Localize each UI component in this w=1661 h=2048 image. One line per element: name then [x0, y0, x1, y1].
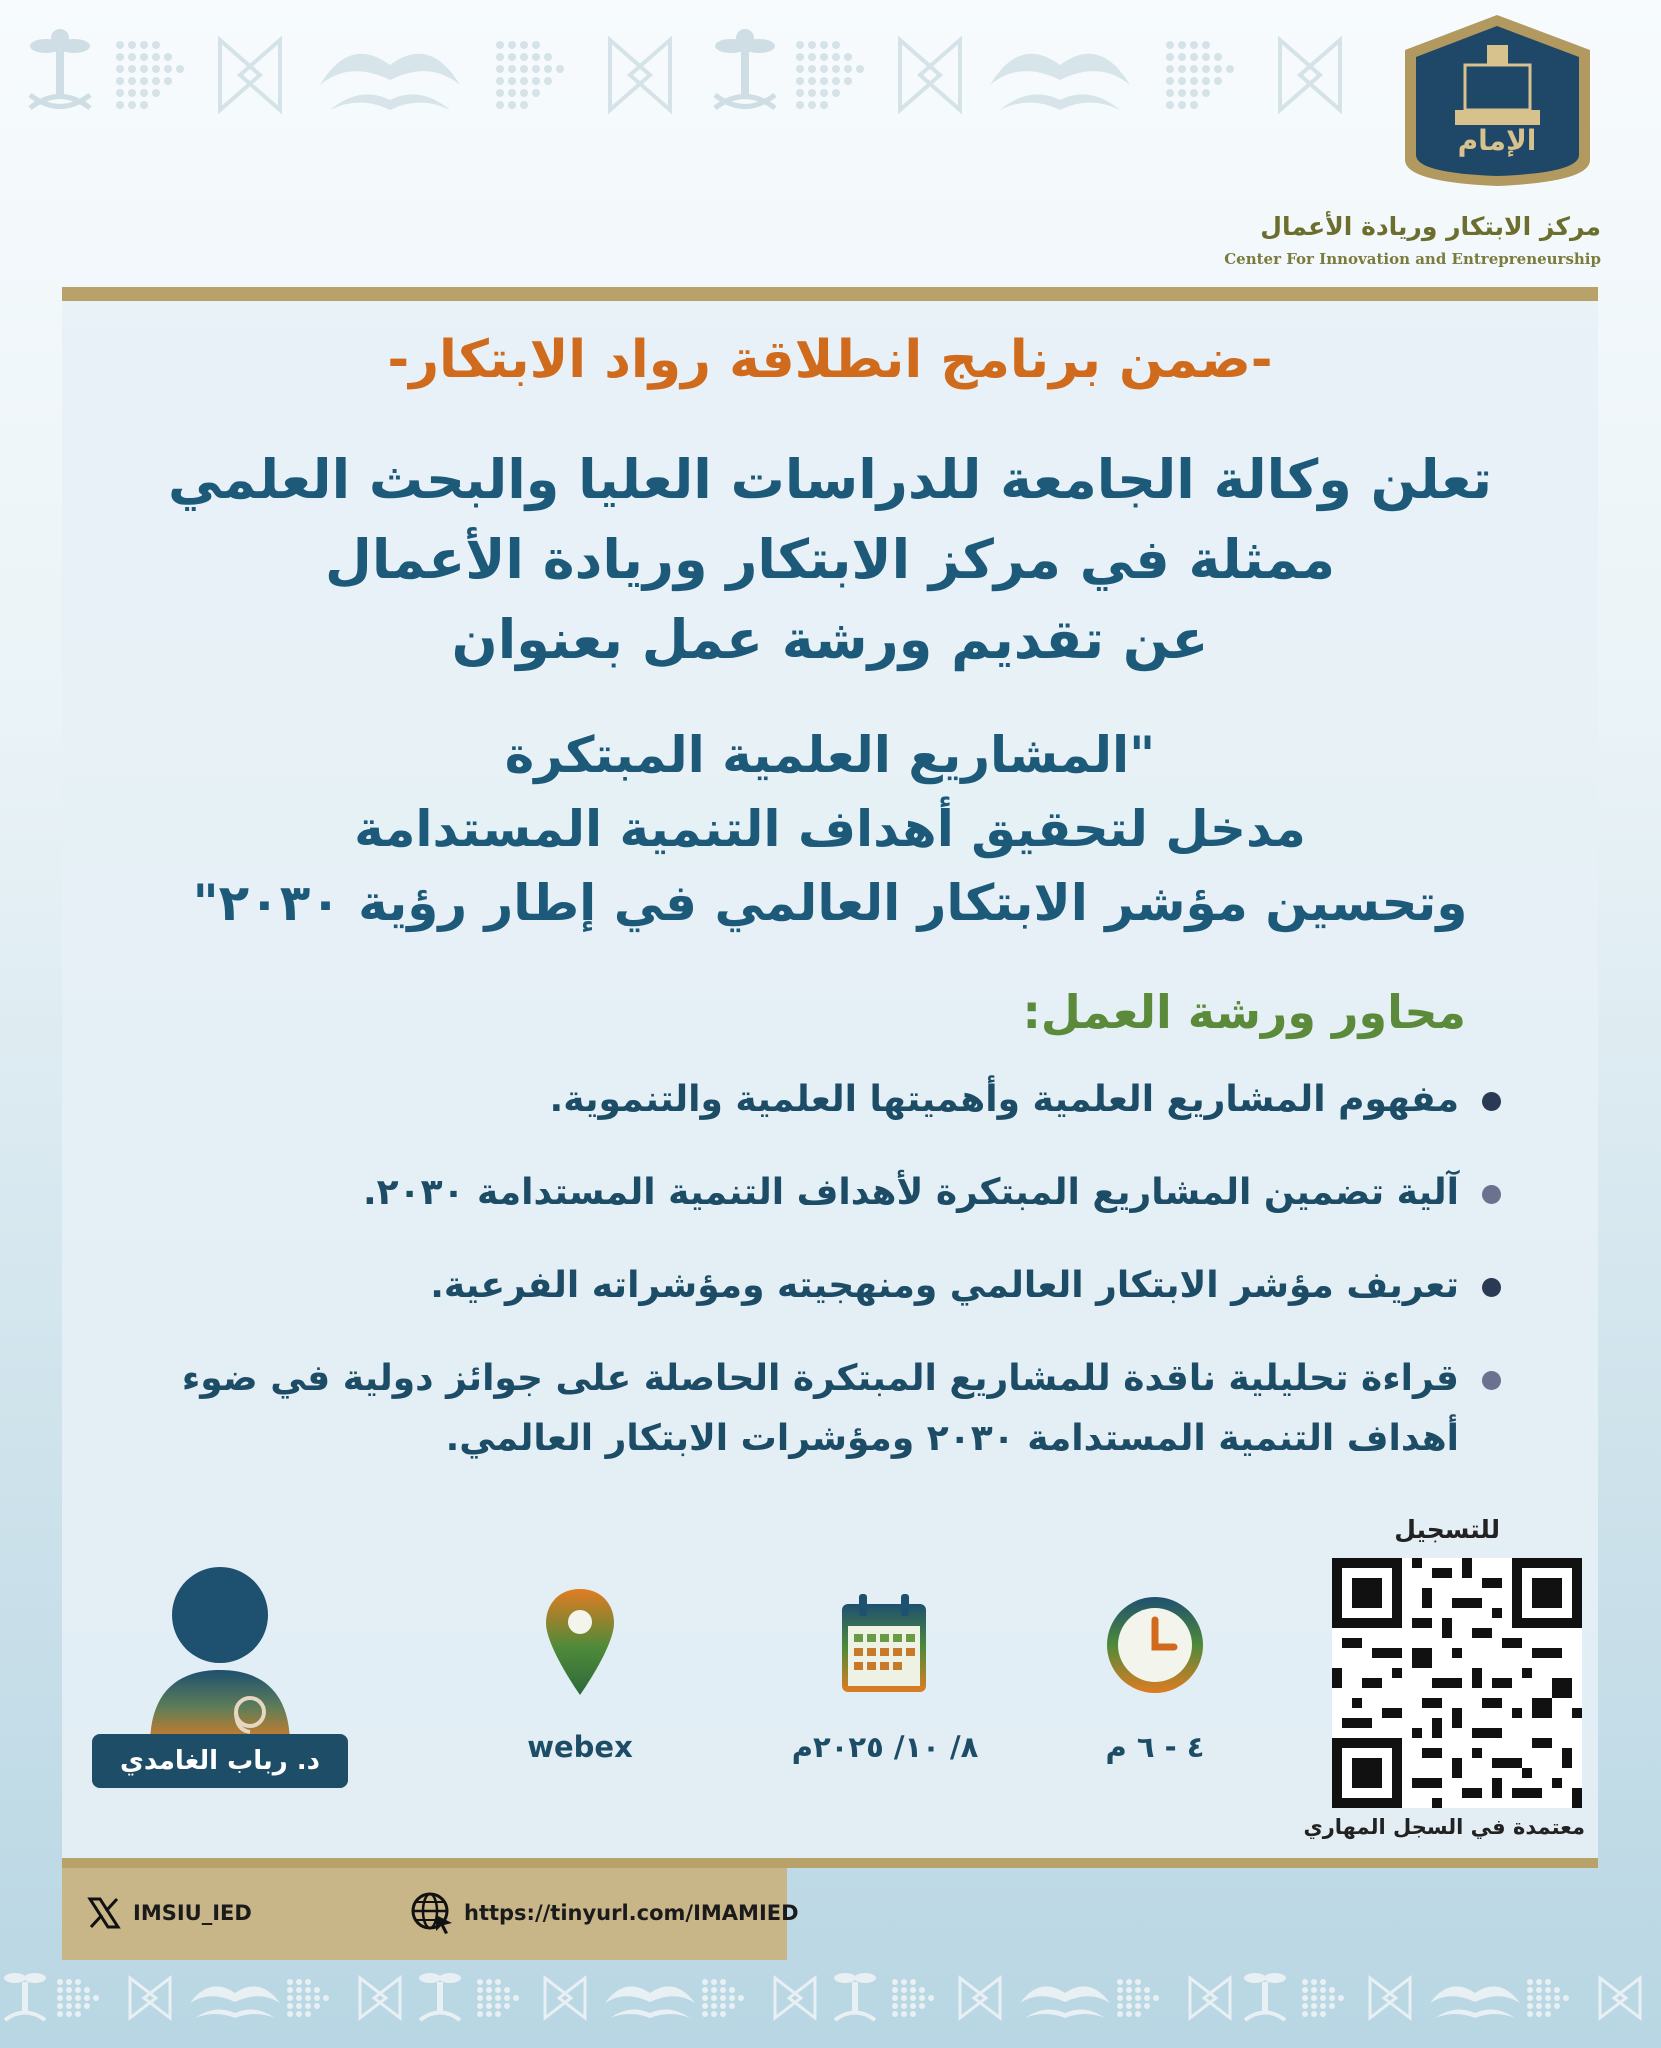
workshop-title-line: مدخل لتحقيق أهداف التنمية المستدامة — [354, 800, 1306, 858]
panel-bottom-border — [62, 1858, 1598, 1868]
axes-item — [181, 1070, 1501, 1130]
axes-item-text: مفهوم المشاريع العلمية وأهميتها العلمية والتنموية. — [549, 1079, 1459, 1120]
axes-item — [181, 1163, 1501, 1223]
center-name-arabic: مركز الابتكار وريادة الأعمال — [1260, 212, 1601, 241]
x-logo-icon — [85, 1894, 123, 1932]
bullet-icon — [1482, 1278, 1501, 1297]
event-date: ٨/ ١٠/ ٢٠٢٥م — [791, 1730, 979, 1764]
university-logo — [1395, 10, 1600, 190]
person-icon — [140, 1560, 300, 1745]
event-platform: webex — [527, 1730, 633, 1764]
axes-list — [181, 1070, 1501, 1502]
program-subtitle: -ضمن برنامج انطلاقة رواد الابتكار- — [387, 330, 1273, 390]
axes-item-text: قراءة تحليلية ناقدة للمشاريع المبتكرة الحاصلة على جوائز دولية في ضوء أهداف التنمية المستدامة ٢٠٣٠ ومؤشرات الابتكار العالمي. — [181, 1358, 1459, 1459]
clock-icon — [1100, 1590, 1210, 1700]
event-time: ٤ - ٦ م — [1105, 1730, 1205, 1764]
decorative-pattern-bottom — [0, 1950, 1661, 2048]
workshop-title — [62, 718, 1598, 940]
axes-item-text: تعريف مؤشر الابتكار العالمي ومنهجيته ومؤشراته الفرعية. — [430, 1265, 1459, 1306]
announce-line: عن تقديم ورشة عمل بعنوان — [451, 608, 1209, 671]
speaker-name-badge: د. رباب الغامدي — [92, 1734, 348, 1788]
panel-top-border — [62, 287, 1598, 301]
bullet-icon — [1482, 1371, 1501, 1390]
axes-item — [181, 1349, 1501, 1469]
website-url: https://tinyurl.com/IMAMIED — [464, 1901, 799, 1925]
workshop-title-line: وتحسين مؤشر الابتكار العالمي في إطار رؤية ٢٠٣٠" — [192, 874, 1468, 932]
accreditation-note: معتمدة في السجل المهاري — [1303, 1815, 1585, 1839]
logo-text: الإمام — [1457, 124, 1537, 157]
twitter-link[interactable] — [85, 1893, 252, 1933]
bullet-icon — [1482, 1092, 1501, 1111]
axes-item-text: آلية تضمين المشاريع المبتكرة لأهداف التنمية المستدامة ٢٠٣٠. — [362, 1172, 1459, 1213]
workshop-title-line: "المشاريع العلمية المبتكرة — [504, 726, 1156, 784]
axes-item — [181, 1256, 1501, 1316]
location-pin-icon — [540, 1585, 620, 1700]
website-link[interactable] — [410, 1893, 799, 1933]
announce-line: ممثلة في مركز الابتكار وريادة الأعمال — [324, 528, 1336, 591]
calendar-icon — [834, 1590, 934, 1700]
announce-line: تعلن وكالة الجامعة للدراسات العليا والبحث العلمي — [167, 448, 1493, 511]
twitter-handle: IMSIU_IED — [133, 1901, 252, 1925]
registration-label: للتسجيل — [1394, 1515, 1500, 1544]
globe-icon — [410, 1891, 454, 1935]
center-name-english: Center For Innovation and Entrepreneurship — [1224, 250, 1601, 268]
bullet-icon — [1482, 1185, 1501, 1204]
registration-qr-code[interactable] — [1332, 1558, 1582, 1808]
axes-heading: محاور ورشة العمل: — [1022, 985, 1466, 1039]
announcement-text — [62, 440, 1598, 680]
